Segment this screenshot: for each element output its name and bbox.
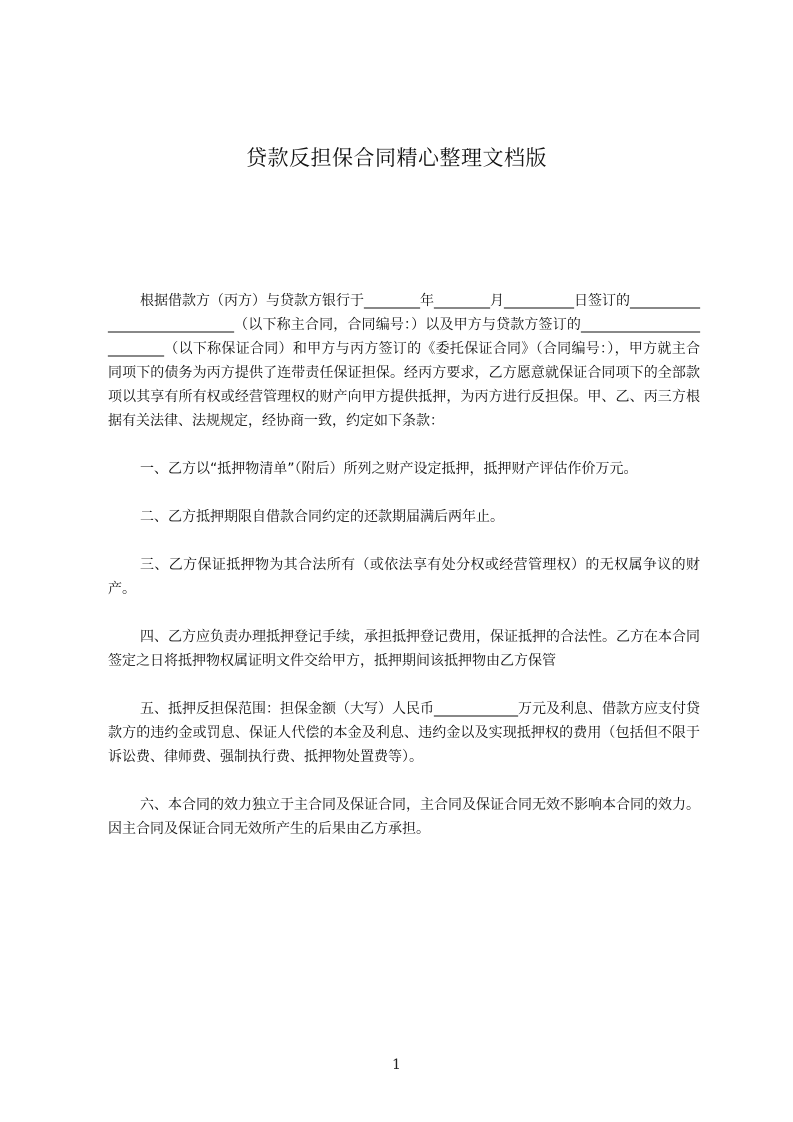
clause-1-paragraph: 一、乙方以“抵押物清单”（附后）所列之财产设定抵押，抵押财产评估作价万元。 (140, 461, 638, 477)
clause-3-paragraph: 三、乙方保证抵押物为其合法所有（或依法享有处分权或经营管理权）的无权属争议的财产。 (108, 557, 700, 597)
clause-5-paragraph: 五、抵押反担保范围：担保金额（大写）人民币____________万元及利息、借款方应支付贷款方的违约金或罚息、保证人代偿的本金及利息、违约金以及实现抵押权的费用（包括但不限于诉讼费、律师费、强制执行费、抵押物处置费等）。 (108, 701, 700, 765)
clause-2-paragraph: 二、乙方抵押期限自借款合同约定的还款期届满后两年止。 (140, 509, 504, 525)
clause-4-paragraph: 四、乙方应负责办理抵押登记手续，承担抵押登记费用，保证抵押的合法性。乙方在本合同签定之日将抵押物权属证明文件交给甲方，抵押期间该抵押物由乙方保管 (108, 629, 700, 669)
page-number: 1 (392, 1057, 401, 1073)
document-body (108, 289, 700, 841)
preamble-paragraph: 根据借款方（丙方）与贷款方银行于________年________月__________日签订的____________________________（以下称主合同，合同编号：）以及甲方与贷款方签订的_________________________（以下称保证合同）和甲方与丙方签订的《委托保证合同》（合同编号：），甲方就主合同项下的债务为丙方提供了连带责任保证担保。经丙方要求，乙方愿意就保证合同项下的全部款项以其享有所有权或经营管理权的财产向甲方提供抵押，为丙方进行反担保。甲、乙、丙三方根据有关法律、法规规定，经协商一致，约定如下条款： (108, 293, 700, 429)
document-title: 贷款反担保合同精心整理文档版 (246, 146, 547, 170)
clause-6-paragraph: 六、本合同的效力独立于主合同及保证合同，主合同及保证合同无效不影响本合同的效力。因主合同及保证合同无效所产生的后果由乙方承担。 (108, 797, 700, 837)
